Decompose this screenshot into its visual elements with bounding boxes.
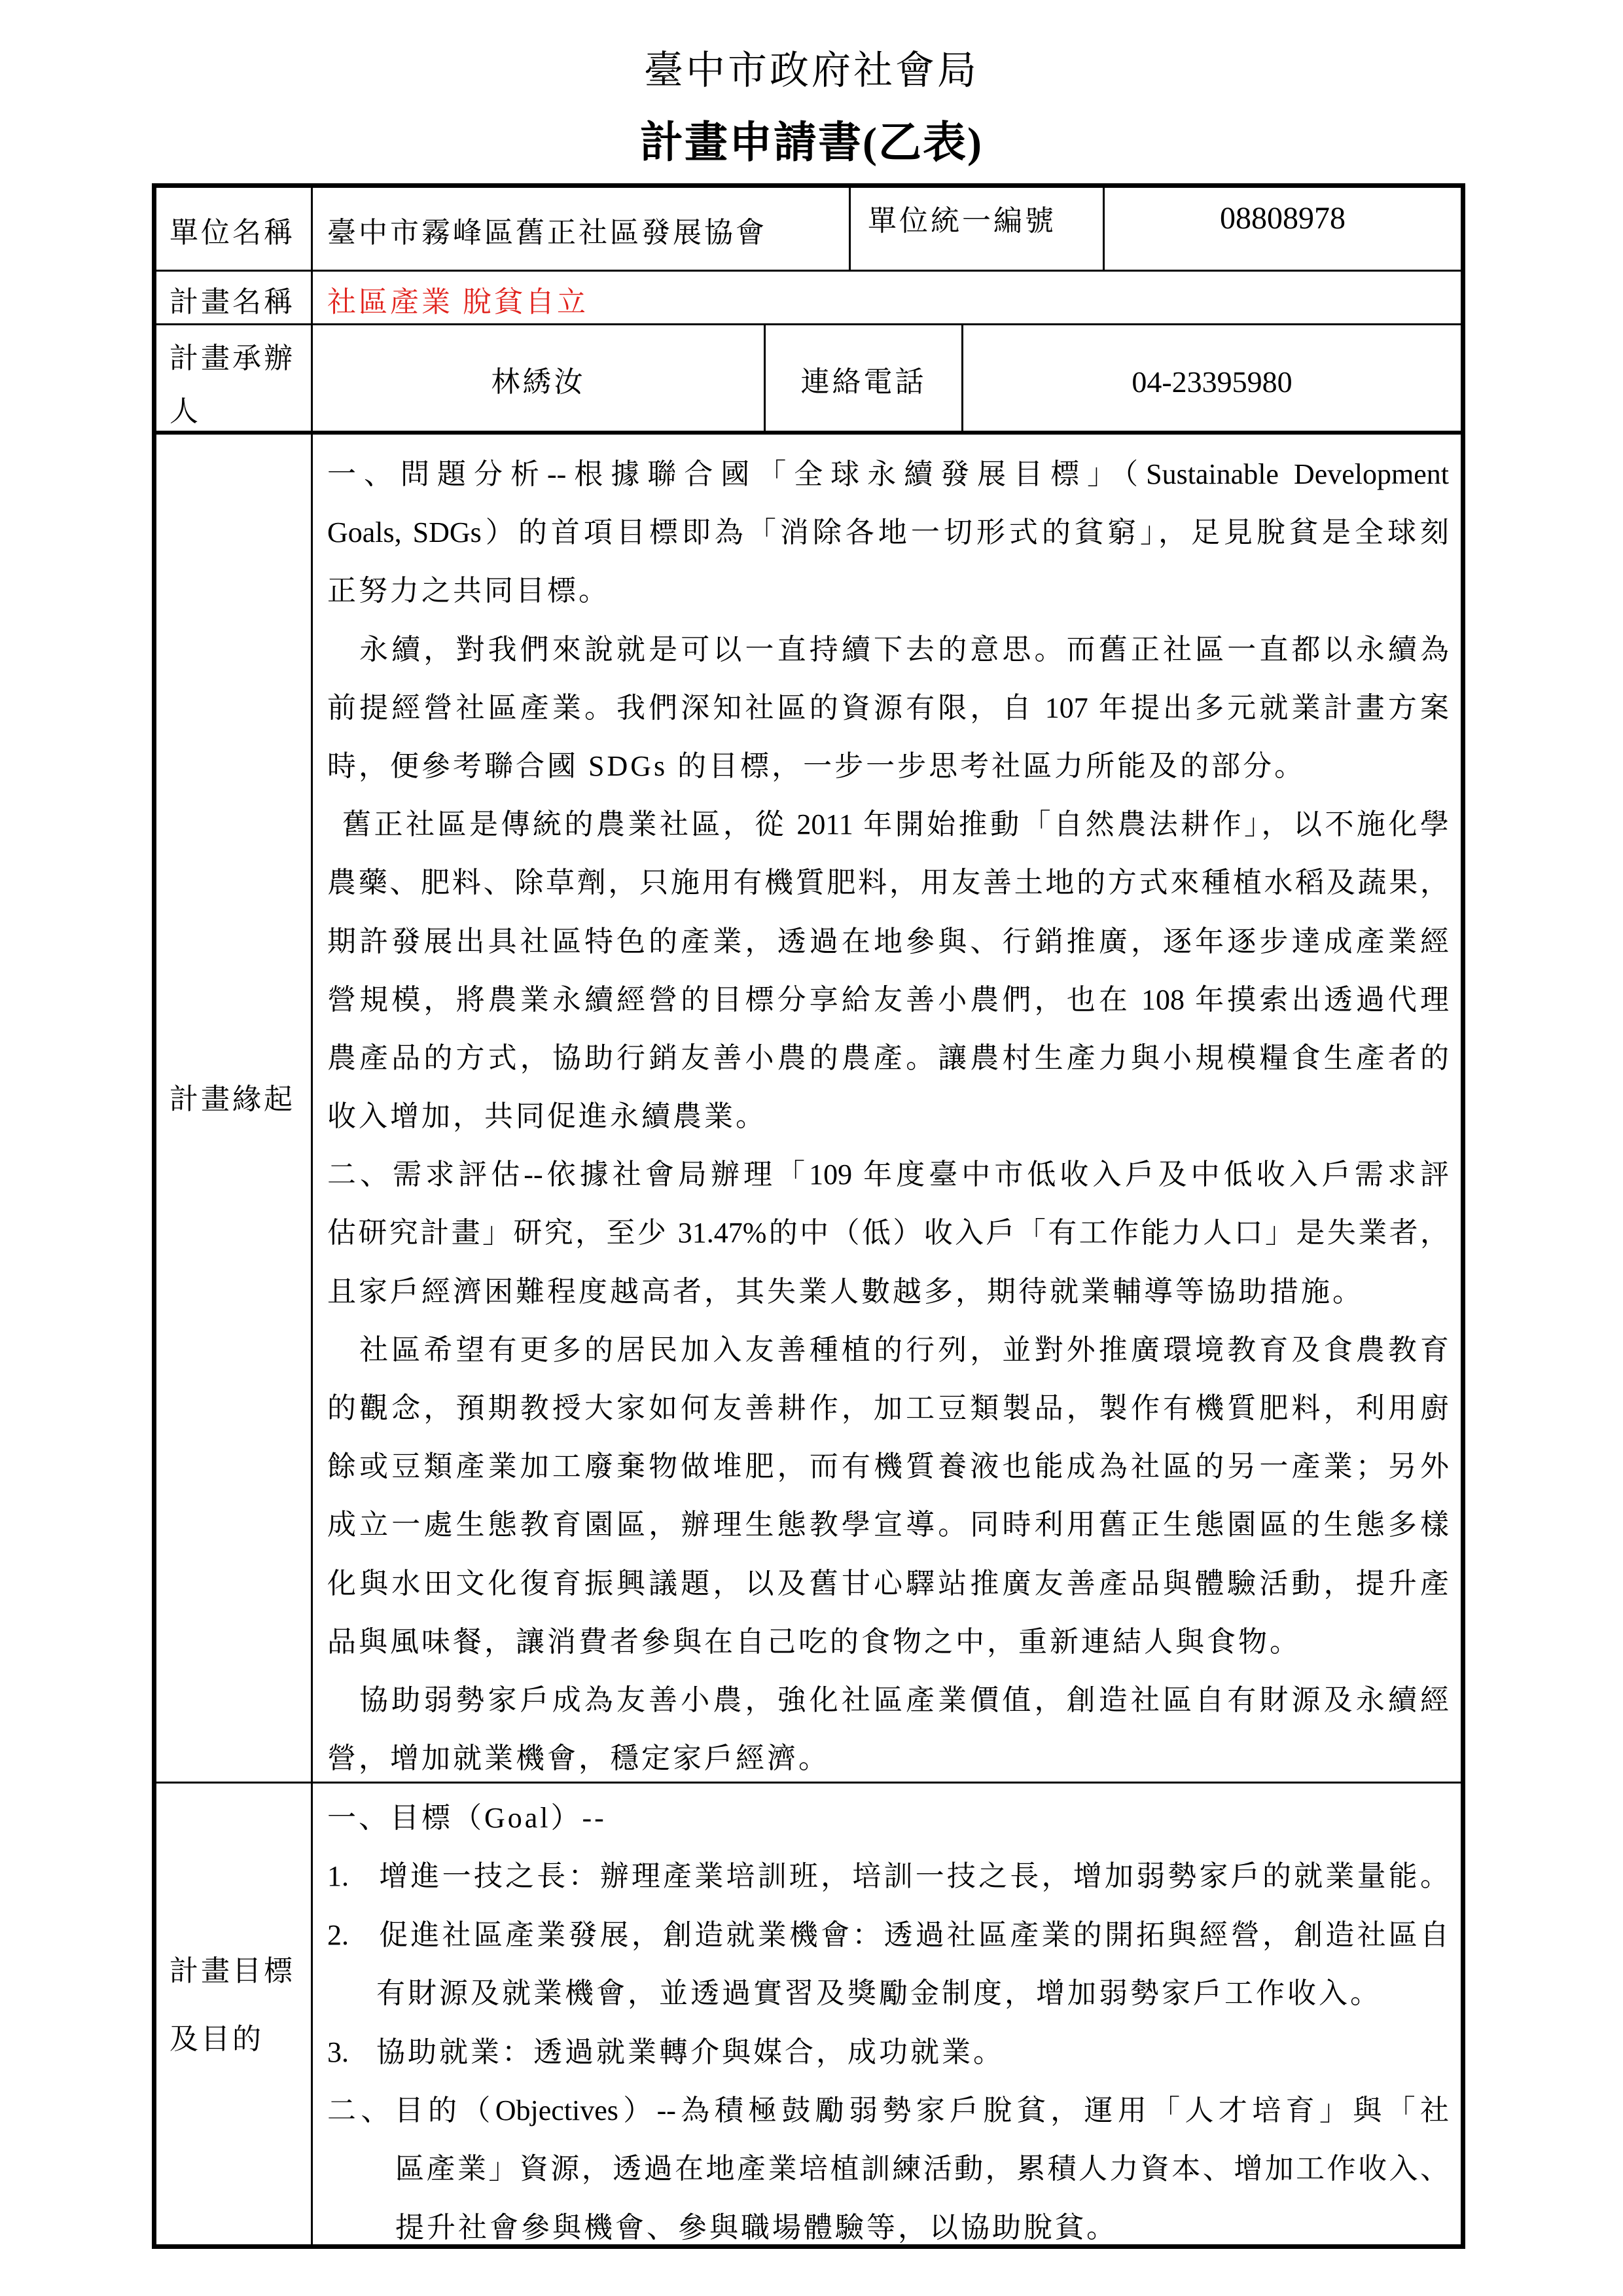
goal-item-number: 1. (327, 1860, 349, 1893)
background-line: 餘或豆類產業加工廢棄物做堆肥，而有機質養液也能成為社區的另一產業；另外 (327, 1450, 1449, 1483)
objective-line: 區產業」資源，透過在地產業培植訓練活動，累積人力資本、增加工作收入、 (395, 2153, 1449, 2185)
background-line: 前提經營社區產業。我們深知社區的資源有限，自 107 年提出多元就業計畫方案 (327, 691, 1449, 724)
background-line: 協助弱勢家戶成為友善小農，強化社區產業價值，創造社區自有財源及永續經 (359, 1683, 1449, 1716)
unit-id: 08808978 (1220, 201, 1346, 236)
goal-item (327, 1906, 1449, 1964)
application-table (152, 183, 1465, 2249)
goal-item (327, 1847, 1449, 1905)
background-line: 舊正社區是傳統的農業社區，從 2011 年開始推動「自然農法耕作」，以不施化學 (342, 808, 1449, 841)
unit-id-label: 單位統一編號 (868, 205, 1056, 237)
project-name: 社區產業 脫貧自立 (327, 286, 588, 318)
background-line: 估研究計畫」研究，至少 31.47%的中（低）收入戶「有工作能力人口」是失業者， (327, 1217, 1449, 1249)
row-divider (156, 270, 1461, 272)
goals-content (327, 1789, 1449, 2257)
background-line: 二、需求評估--依據社會局辦理「109 年度臺中市低收入戶及中低收入戶需求評 (327, 1158, 1449, 1191)
background-line: 農藥、肥料、除草劑，只施用有機質肥料，用友善土地的方式來種植水稻及蔬果， (327, 867, 1449, 899)
phone-number: 04-23395980 (1132, 365, 1293, 399)
goal-item-number: 2. (327, 1918, 349, 1951)
background-line: Goals, SDGs）的首項目標即為「消除各地一切形式的貧窮」，足見脫貧是全球刻 (327, 516, 1449, 549)
background-line: 化與水田文化復育振興議題，以及舊甘心驛站推廣友善產品與體驗活動，提升產 (327, 1567, 1449, 1600)
form-title: 計畫申請書(乙表) (640, 119, 983, 167)
unit-name: 臺中市霧峰區舊正社區發展協會 (327, 217, 767, 249)
background-line: 一、問題分析--根據聯合國「全球永續發展目標」（Sustainable Development (327, 458, 1449, 490)
background-line: 社區希望有更多的居民加入友善種植的行列，並對外推廣環境教育及食農教育 (359, 1333, 1449, 1366)
contact-person: 林綉汝 (491, 366, 586, 398)
background-line: 營，增加就業機會，穩定家戶經濟。 (327, 1742, 830, 1775)
goal-item-continuation: 有財源及就業機會，並透過實習及獎勵金制度，增加弱勢家戶工作收入。 (376, 1977, 1382, 2010)
background-line: 且家戶經濟困難程度越高者，其失業人數越多，期待就業輔導等協助措施。 (327, 1275, 1364, 1308)
row-divider (156, 323, 1461, 325)
background-line: 時，便參考聯合國 SDGs 的目標，一步一步思考社區力所能及的部分。 (327, 749, 1306, 782)
column-divider (849, 188, 851, 270)
background-line: 農產品的方式，協助行銷友善小農的農產。讓農村生產力與小規模糧食生產者的 (327, 1041, 1449, 1074)
goal-item-text: 促進社區產業發展，創造就業機會：透過社區產業的開拓與經營，創造社區自 (376, 1918, 1449, 1951)
background-content (327, 445, 1449, 1787)
background-line: 收入增加，共同促進永續農業。 (327, 1100, 767, 1133)
goal-item (327, 2023, 1449, 2081)
background-line: 正努力之共同目標。 (327, 575, 610, 607)
background-line: 品與風味餐，讓消費者參與在自己吃的食物之中，重新連結人與食物。 (327, 1625, 1301, 1658)
goal-item-number: 3. (327, 2036, 349, 2068)
background-line: 成立一處生態教育園區，辦理生態教學宣導。同時利用舊正生態園區的生態多樣 (327, 1509, 1449, 1541)
background-line: 期許發展出具社區特色的產業，透過在地參與、行銷推廣，逐年逐步達成產業經 (327, 925, 1449, 958)
objective-line: 提升社會參與機會、參與職場體驗等，以協助脫貧。 (395, 2211, 1118, 2244)
row-divider-thick (156, 431, 1461, 435)
objective-line: 二、目的（Objectives）--為積極鼓勵弱勢家戶脫貧，運用「人才培育」與「社 (327, 2094, 1449, 2126)
background-line: 的觀念，預期教授大家如何友善耕作，加工豆類製品，製作有機質肥料，利用廚 (327, 1392, 1449, 1424)
unit-name-label: 單位名稱 (169, 217, 295, 249)
goal-item-text: 協助就業：透過就業轉介與媒合，成功就業。 (376, 2036, 1005, 2068)
agency-title: 臺中市政府社會局 (644, 49, 979, 92)
background-line: 永續，對我們來說就是可以一直持續下去的意思。而舊正社區一直都以永續為 (359, 633, 1449, 666)
phone-label: 連絡電話 (800, 366, 927, 398)
project-name-label: 計畫名稱 (169, 286, 295, 318)
background-line: 營規模，將農業永續經營的目標分享給友善小農們，也在 108 年摸索出透過代理 (327, 983, 1449, 1016)
goal-item-text: 增進一技之長：辦理產業培訓班，培訓一技之長，增加弱勢家戶的就業量能。 (376, 1860, 1449, 1893)
goal-heading: 一、目標（Goal）-- (327, 1802, 607, 1834)
label-column-divider (311, 188, 313, 2244)
contact-person-label: 計畫承辦人 (169, 342, 295, 427)
goals-label: 計畫目標及目的 (169, 1955, 295, 2055)
background-label: 計畫緣起 (169, 1083, 295, 1115)
